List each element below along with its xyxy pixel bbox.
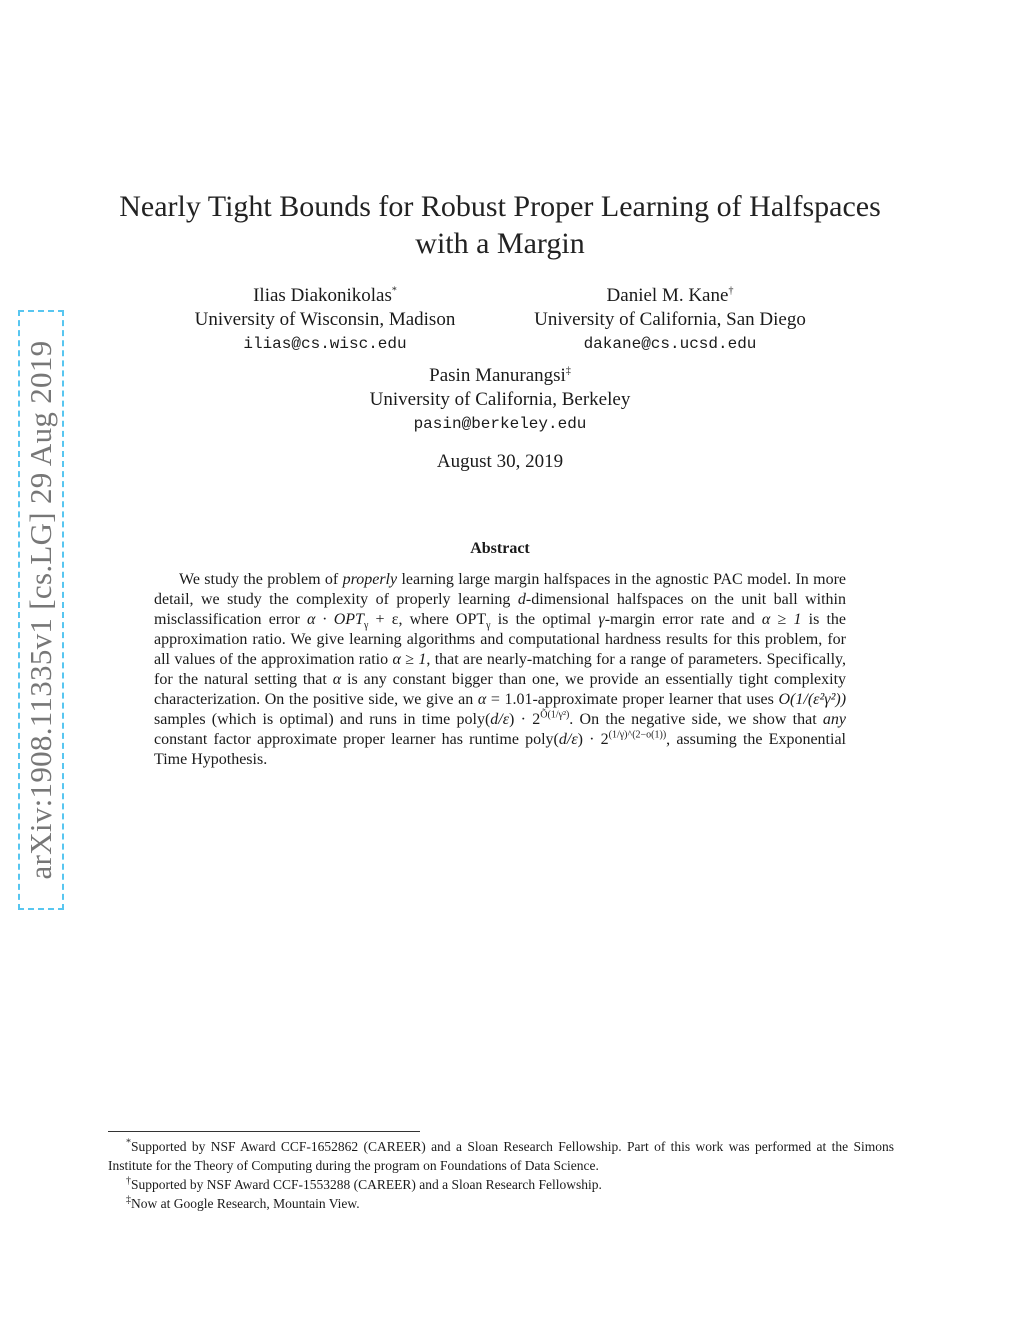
footnote-1: *Supported by NSF Award CCF-1652862 (CAREER) and a Sloan Research Fellowship. Part of this work was performed at the Simons Institute for the Theory of Computing during the program on Foundations of Data Science. <box>108 1137 894 1173</box>
author-footnote-mark: ‡ <box>565 365 571 377</box>
author-block-1 <box>165 284 485 356</box>
footnote-3: ‡Now at Google Research, Mountain View. <box>126 1194 360 1211</box>
author-block-3 <box>340 364 660 436</box>
arxiv-sidebar-stamp <box>18 310 64 910</box>
paper-date: August 30, 2019 <box>436 451 564 472</box>
author-block-2 <box>510 284 830 356</box>
author-email[interactable]: ilias@cs.wisc.edu <box>243 335 407 353</box>
author-affiliation: University of California, Berkeley <box>369 389 631 410</box>
paper-title <box>100 188 900 262</box>
author-footnote-mark: † <box>728 285 734 297</box>
title-line-2: with a Margin <box>415 227 585 260</box>
author-name: Pasin Manurangsi <box>429 365 566 386</box>
author-affiliation: University of California, San Diego <box>534 309 806 330</box>
author-name: Daniel M. Kane <box>606 285 729 306</box>
footnote-rule <box>108 1131 420 1132</box>
abstract-body: We study the problem of properly learning large margin halfspaces in the agnostic PAC model. In more detail, we study the complexity of properly learning d-dimensional halfspaces on the unit ball within misclassification error $\alpha \cdot OPT_\gamma + \varepsilon$, where $OPT_\gamma$ is the optimal γ-margin error rate and α ≥ 1 is the approximation ratio. We give learning algorithms and computational hardness results for this problem, for all values of the approximation ratio α ≥ 1, that are nearly-matching for a range of parameters. Specifically, for the natural setting that α is any constant bigger than one, we provide an essentially tight complexity characterization. On the positive side, we give an α = 1.01-approximate proper learner that uses O(1/(ε²γ²)) samples (which is optimal) and runs in time poly(d/ε) · $2^{Õ(1/\gamma^2)}$. On the negative side, we show that any constant factor approximate proper learner has runtime poly(d/ε) · $2^{(1/\gamma)\^{}(2-o(1))}$, assuming the Exponential Time Hypothesis. <box>154 571 847 768</box>
author-email[interactable]: dakane@cs.ucsd.edu <box>583 335 757 353</box>
author-email[interactable]: pasin@berkeley.edu <box>413 415 587 433</box>
abstract-heading: Abstract <box>470 540 530 557</box>
title-line-1: Nearly Tight Bounds for Robust Proper Learning of Halfspaces <box>119 190 881 223</box>
footnote-2: †Supported by NSF Award CCF-1553288 (CAREER) and a Sloan Research Fellowship. <box>126 1175 602 1192</box>
author-footnote-mark: * <box>391 285 397 297</box>
author-affiliation: University of Wisconsin, Madison <box>194 309 456 330</box>
arxiv-identifier: arXiv:1908.11335v1 [cs.LG] 29 Aug 2019 <box>23 340 58 880</box>
author-name: Ilias Diakonikolas <box>253 285 392 306</box>
footnotes <box>108 1137 894 1213</box>
